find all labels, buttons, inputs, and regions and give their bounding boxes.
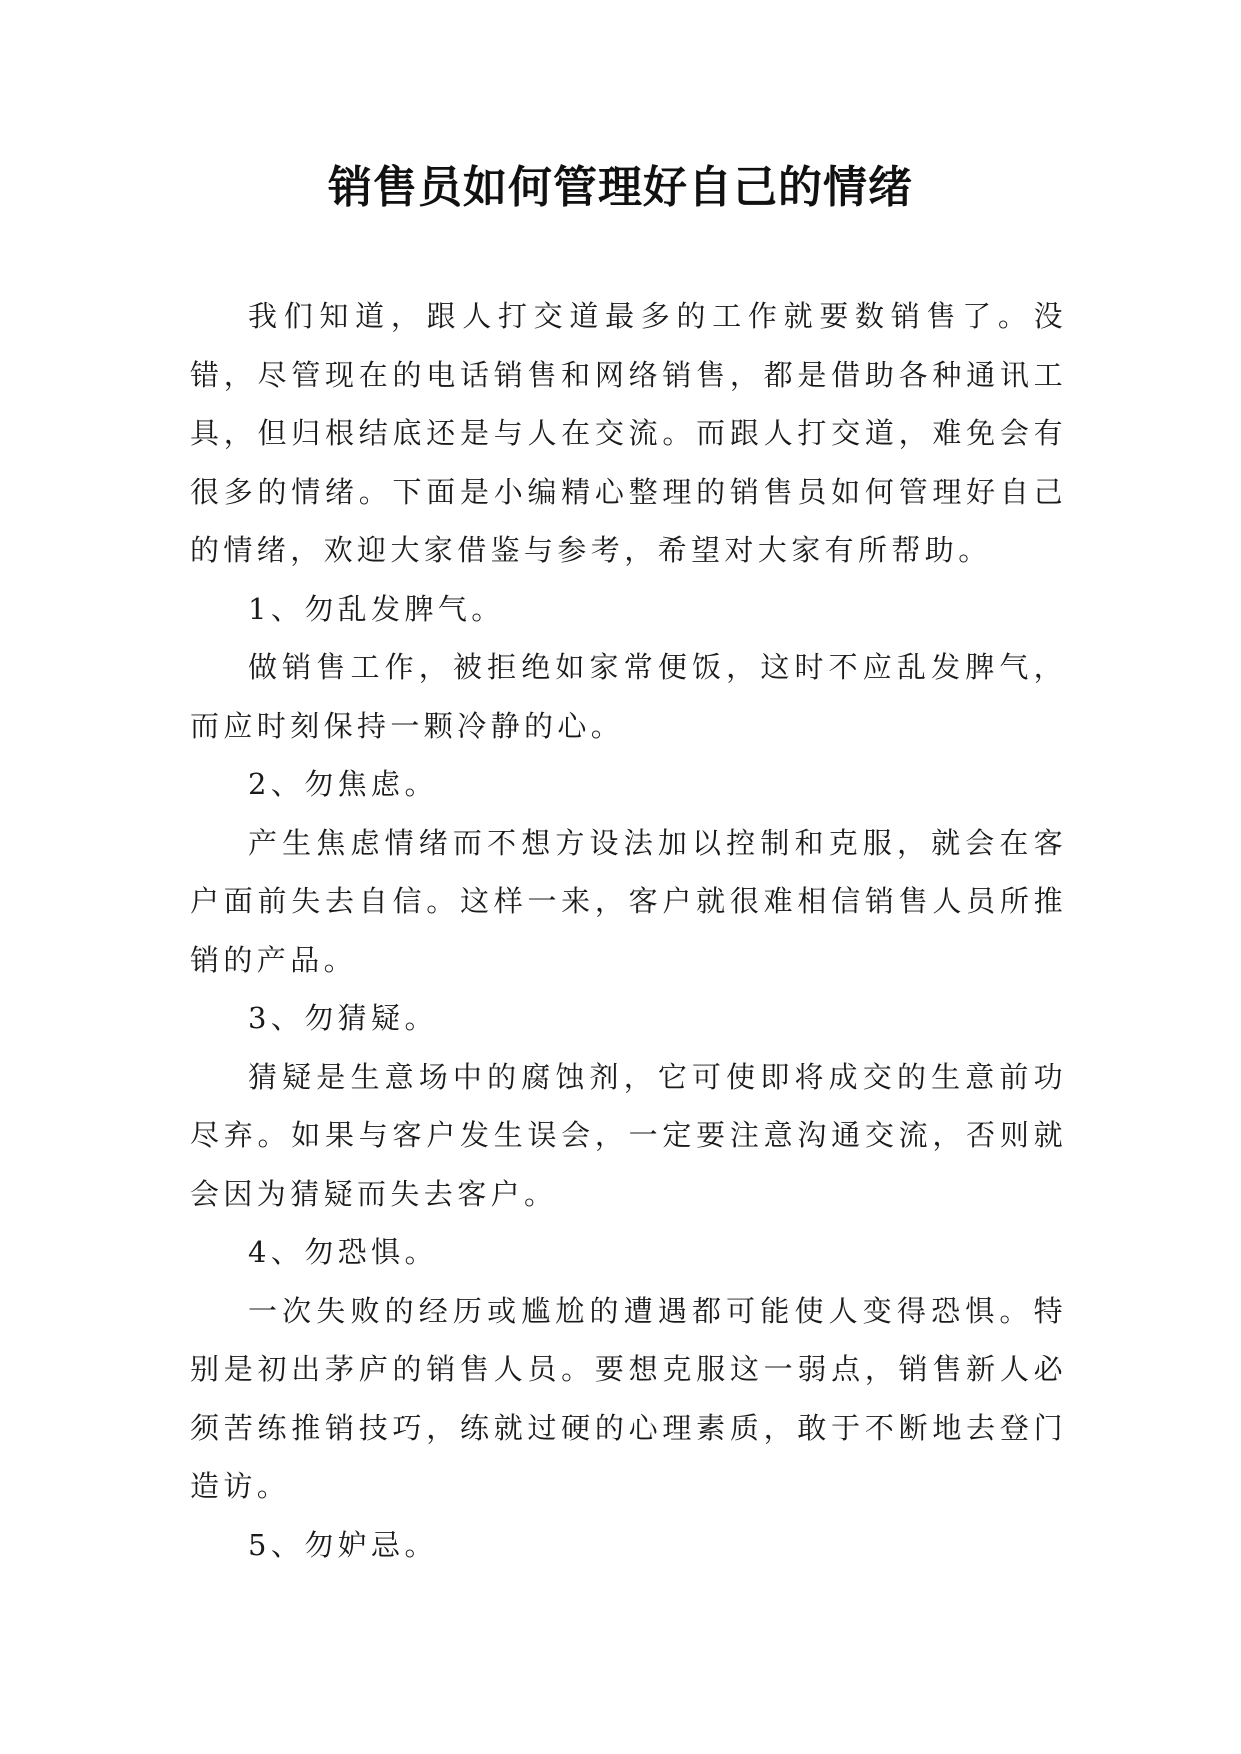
section-heading-3: 3、勿猜疑。 bbox=[248, 1001, 438, 1035]
intro-paragraph: 我们知道，跟人打交道最多的工作就要数销售了。没错，尽管现在的电话销售和网络销售，都是借助各种通讯工具，但归根结底还是与人在交流。而跟人打交道，难免会有很多的情绪。下面是小编精心整理的销售员如何管理好自己的情绪，欢迎大家借鉴与参考，希望对大家有所帮助。 bbox=[190, 299, 1067, 567]
section-heading-4: 4、勿恐惧。 bbox=[248, 1235, 438, 1269]
section-paragraph-2: 产生焦虑情绪而不想方设法加以控制和克服，就会在客户面前失去自信。这样一来，客户就很难相信销售人员所推销的产品。 bbox=[190, 825, 1067, 977]
section-paragraph-3: 猜疑是生意场中的腐蚀剂，它可使即将成交的生意前功尽弃。如果与客户发生误会，一定要注意沟通交流，否则就会因为猜疑而失去客户。 bbox=[190, 1059, 1067, 1211]
document-body bbox=[190, 287, 1067, 1574]
section-heading-2: 2、勿焦虑。 bbox=[248, 767, 438, 801]
section-heading-5: 5、勿妒忌。 bbox=[248, 1527, 438, 1562]
section-heading-1: 1、勿乱发脾气。 bbox=[248, 591, 505, 626]
section-paragraph-4: 一次失败的经历或尴尬的遭遇都可能使人变得恐惧。特别是初出茅庐的销售人员。要想克服这一弱点，销售新人必须苦练推销技巧，练就过硬的心理素质，敢于不断地去登门造访。 bbox=[190, 1293, 1067, 1503]
document-title: 销售员如何管理好自己的情绪 bbox=[328, 162, 913, 213]
section-paragraph-1: 做销售工作，被拒绝如家常便饭，这时不应乱发脾气，而应时刻保持一颗冷静的心。 bbox=[190, 650, 1067, 743]
